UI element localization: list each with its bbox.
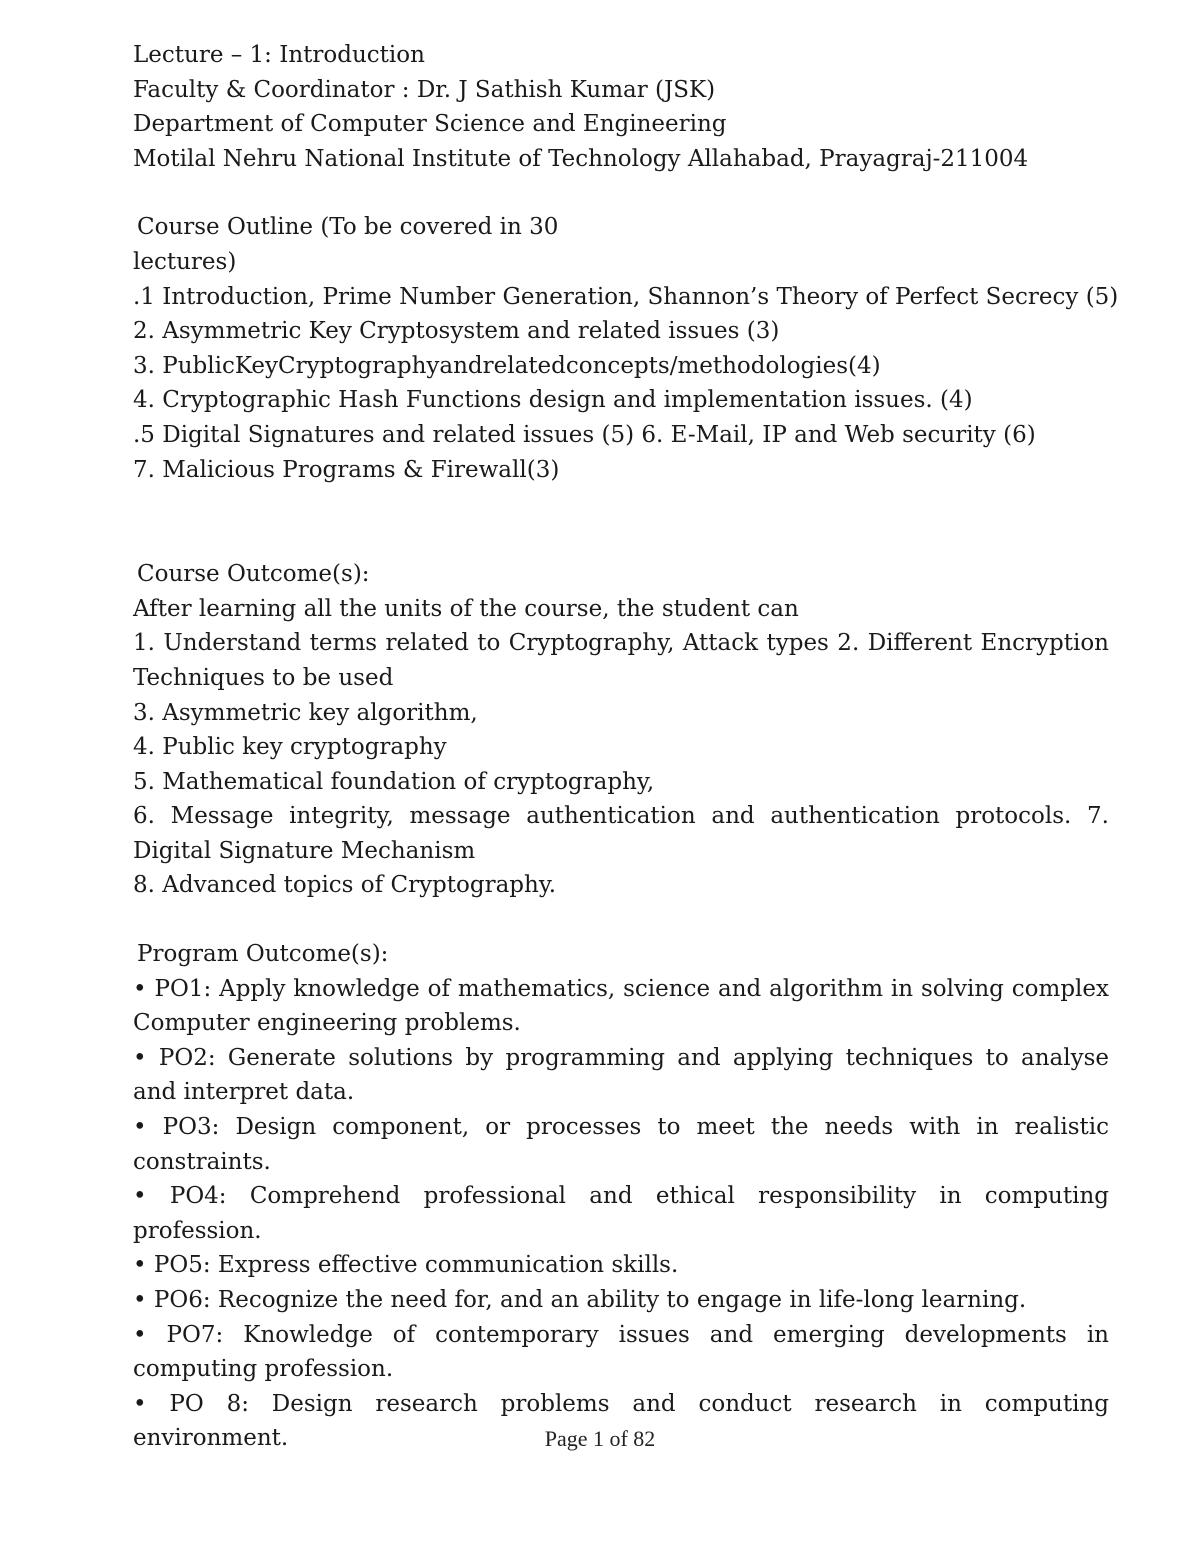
outline-item: 3. PublicKeyCryptographyandrelatedconcepts/methodologies(4) bbox=[133, 352, 881, 379]
program-outcomes-heading: Program Outcome(s): bbox=[137, 941, 389, 968]
outline-item: 7. Malicious Programs & Firewall(3) bbox=[133, 456, 560, 483]
program-outcome-item: • PO 8: Design research problems and conduct research in computing environment. bbox=[133, 1390, 1109, 1452]
course-outline-heading-continued: lectures) bbox=[133, 248, 237, 275]
lecture-title: Lecture – 1: Introduction bbox=[133, 42, 425, 68]
department-line: Department of Computer Science and Engineering bbox=[133, 111, 727, 138]
course-outline-heading: Course Outline (To be covered in 30 bbox=[137, 214, 559, 241]
program-outcome-item: • PO5: Express effective communication skills. bbox=[133, 1252, 679, 1279]
course-outcome-item: 1. Understand terms related to Cryptography, Attack types 2. Different Encryption Techniques to be used bbox=[133, 630, 1109, 691]
course-outcome-item: 5. Mathematical foundation of cryptography, bbox=[133, 768, 655, 795]
program-outcome-item: • PO3: Design component, or processes to meet the needs with in realistic constraints. bbox=[133, 1114, 1109, 1175]
course-outcomes-heading: Course Outcome(s): bbox=[137, 561, 370, 588]
outline-item: 4. Cryptographic Hash Functions design and implementation issues. (4) bbox=[133, 387, 973, 414]
program-outcome-item: • PO6: Recognize the need for, and an ability to engage in life-long learning. bbox=[133, 1287, 1027, 1313]
course-outcome-item: 8. Advanced topics of Cryptography. bbox=[133, 872, 557, 899]
program-outcome-item: • PO2: Generate solutions by programming and applying techniques to analyse and interpret data. bbox=[133, 1044, 1109, 1106]
outline-item: .1 Introduction, Prime Number Generation, Shannon’s Theory of Perfect Secrecy (5) bbox=[133, 283, 1119, 310]
institute-line: Motilal Nehru National Institute of Technology Allahabad, Prayagraj-211004 bbox=[133, 145, 1029, 172]
spacer bbox=[133, 176, 1109, 210]
program-outcome-item: • PO7: Knowledge of contemporary issues and emerging developments in computing profession. bbox=[133, 1321, 1109, 1383]
document-page bbox=[133, 38, 1119, 1456]
faculty-line: Faculty & Coordinator : Dr. J Sathish Kumar (JSK) bbox=[133, 76, 716, 103]
course-outcomes-section bbox=[133, 557, 1109, 903]
page-number: Page 1 of 82 bbox=[544, 1426, 656, 1451]
outline-item: .5 Digital Signatures and related issues (5) 6. E-Mail, IP and Web security (6) bbox=[133, 421, 1036, 448]
course-outcome-item: 6. Message integrity, message authentication and authentication protocols. 7. Digital Signature Mechanism bbox=[133, 803, 1109, 864]
program-outcome-item: • PO4: Comprehend professional and ethical responsibility in computing profession. bbox=[133, 1183, 1109, 1244]
course-outcome-item: 4. Public key cryptography bbox=[133, 734, 447, 761]
spacer bbox=[133, 487, 1109, 557]
program-outcome-item: • PO1: Apply knowledge of mathematics, science and algorithm in solving complex Computer engineering problems. bbox=[133, 975, 1109, 1037]
spacer bbox=[133, 903, 1109, 937]
program-outcomes-section bbox=[133, 937, 1109, 1456]
outline-item: 2. Asymmetric Key Cryptosystem and related issues (3) bbox=[133, 318, 780, 345]
course-outline-section bbox=[133, 210, 1119, 487]
course-outcome-item: 3. Asymmetric key algorithm, bbox=[133, 699, 478, 726]
course-outcomes-intro: After learning all the units of the course, the student can bbox=[133, 595, 799, 622]
